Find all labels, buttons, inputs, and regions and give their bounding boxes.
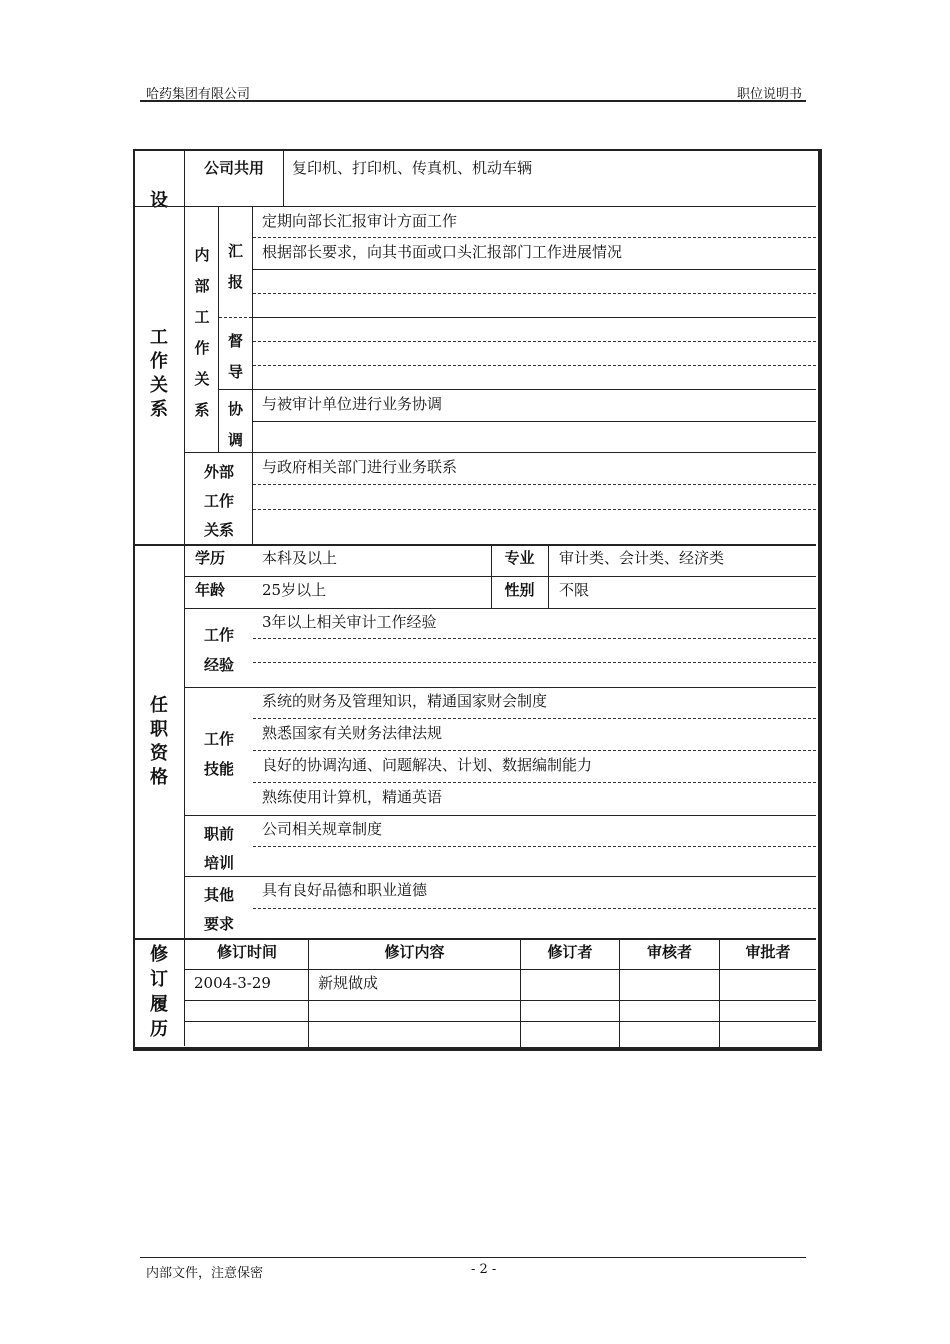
report-line-1: 定期向部长汇报审计方面工作 xyxy=(262,212,458,230)
revision-row-1-content: 新规做成 xyxy=(318,974,379,992)
education-value: 本科及以上 xyxy=(262,549,338,567)
revision-header-content: 修订内容 xyxy=(384,943,445,961)
revision-header-reviser: 修订者 xyxy=(547,943,593,961)
report-label: 汇 报 xyxy=(227,242,243,291)
skills-line-2: 熟悉国家有关财务法律法规 xyxy=(262,724,443,742)
other-line-1: 具有良好品德和职业道德 xyxy=(262,881,428,899)
education-label: 学历 xyxy=(194,549,225,567)
skills-line-3: 良好的协调沟通、问题解决、计划、数据编制能力 xyxy=(262,756,593,774)
coordinate-line-1: 与被审计单位进行业务协调 xyxy=(262,395,443,413)
coordinate-label: 协 调 xyxy=(227,400,243,449)
skills-title: 工作 技能 xyxy=(203,730,234,778)
skills-line-1: 系统的财务及管理知识，精通国家财会制度 xyxy=(262,692,548,710)
report-line-2: 根据部长要求，向其书面或口头汇报部门工作进展情况 xyxy=(262,243,623,261)
document-title: 职位说明书 xyxy=(737,87,803,102)
equipment-value: 复印机、打印机、传真机、机动车辆 xyxy=(292,159,533,177)
revision-header-reviewer: 审核者 xyxy=(646,943,692,961)
external-line-1: 与政府相关部门进行业务联系 xyxy=(262,458,458,476)
confidential-note: 内部文件，注意保密 xyxy=(146,1266,264,1281)
major-label: 专业 xyxy=(504,549,535,567)
footer-rule xyxy=(140,1257,806,1258)
equipment-label: 公司共用 xyxy=(203,159,264,177)
company-name: 哈药集团有限公司 xyxy=(146,87,251,102)
revision-header-approver: 审批者 xyxy=(745,943,791,961)
experience-title: 工作 经验 xyxy=(203,626,234,674)
supervise-label: 督 导 xyxy=(227,332,243,381)
equipment-section-label: 设 xyxy=(150,190,168,211)
major-value: 审计类、会计类、经济类 xyxy=(559,549,725,567)
training-title: 职前 培训 xyxy=(203,825,234,872)
internal-relations-title: 内 部 工 作 关 系 xyxy=(194,246,210,419)
revision-row-1-date: 2004-3-29 xyxy=(194,974,271,992)
gender-label: 性别 xyxy=(504,581,535,599)
training-line-1: 公司相关规章制度 xyxy=(262,820,383,838)
external-relations-title: 外部 工作 关系 xyxy=(203,463,234,539)
age-value: 25岁以上 xyxy=(262,581,327,599)
revision-title: 修 订 履 历 xyxy=(150,944,168,1040)
age-label: 年龄 xyxy=(194,581,225,599)
gender-value: 不限 xyxy=(559,581,590,599)
header-rule xyxy=(140,100,806,102)
other-requirements-title: 其他 要求 xyxy=(203,886,234,933)
qualifications-title: 任 职 资 格 xyxy=(150,695,168,788)
page-number: - 2 - xyxy=(471,1262,497,1277)
revision-header-date: 修订时间 xyxy=(216,943,277,961)
skills-line-4: 熟练使用计算机，精通英语 xyxy=(262,788,443,806)
work-relations-title: 工 作 关 系 xyxy=(150,327,168,420)
experience-line-1: 3年以上相关审计工作经验 xyxy=(262,613,437,631)
